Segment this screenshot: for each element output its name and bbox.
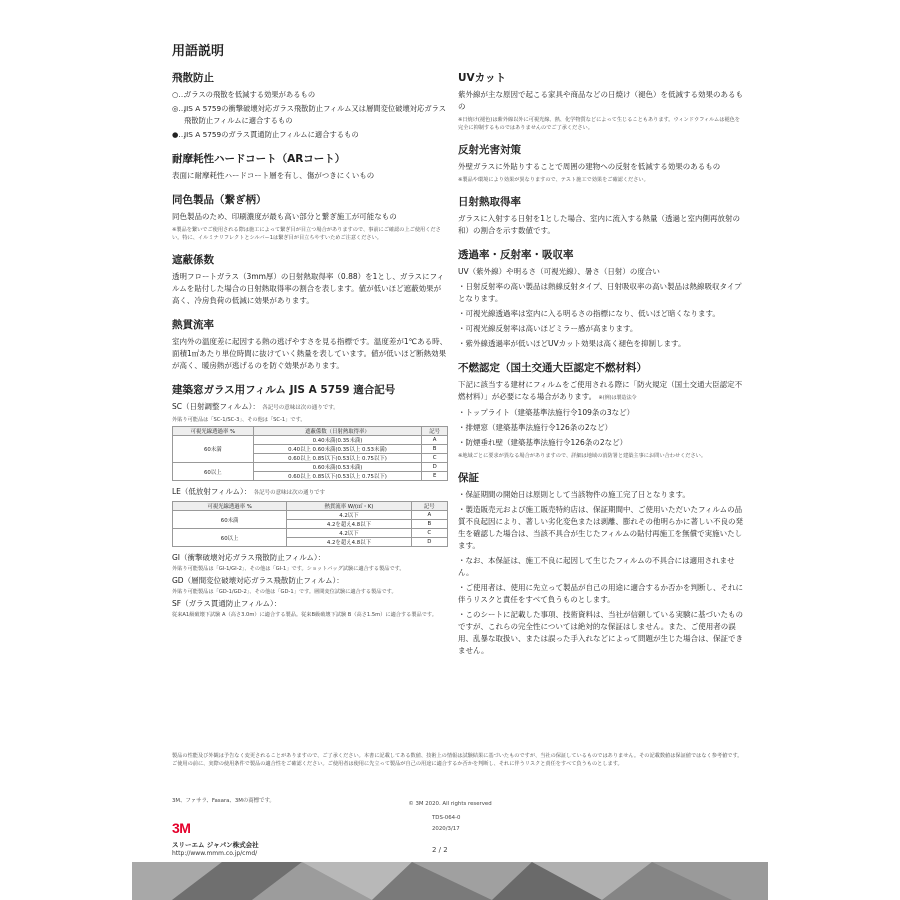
filled-circle-symbol: ●… [172,130,186,139]
section-heading: 透過率・反射率・吸収率 [458,249,574,261]
table-cell: D [411,538,447,547]
table-cell: 0.60未満(0.53未満) [253,463,422,472]
footer-disclaimer: 製品の性能及び外観は予告なく変更されることがありますので、ご了承ください。本書に記載してある数値、技術上の情報は試験結果に基づいたものですが、当社の保証しているものではありません。その記載数値は保証値ではなく参考値です。ご使用の前に、実際の使用条件で製品の適合性をご確認ください。ご使用者は使用に先立って製品が自己の用途に適合するか否かを判断し、それに伴うリスクと責任をすべて負うものとします。 [172,753,743,767]
list-item: ・このシートに記載した事項、技術資料は、当社が信頼している実験に基づいたものですが、これらの完全性については絶対的な保証はしません。また、ご使用者の誤用、乱暴な取扱い、または誤った手入れなどによって問題が生じた場合は、保証できません。 [458,610,743,655]
scatter-item-text: ガラスの飛散を低減する効果があるもの [184,90,316,99]
section-transmittance [458,247,744,350]
le-label: LE（低放射フィルム）： 各記号の意味は次の通りです [172,487,326,496]
list-item: ・日射反射率の高い製品は熱線反射タイプ、日射吸収率の高い製品は熱線吸収タイプとなります。 [458,282,742,303]
table-cell: 60未満 [173,511,287,529]
table-cell: B [411,520,447,529]
section-shading [172,252,448,307]
scatter-item [172,103,448,127]
section-warranty [458,470,744,657]
table-cell: 4.2を超え4.8以下 [287,520,411,529]
table-cell: A [422,436,448,445]
company-url[interactable]: http://www.mmm.co.jp/cmd/ [172,850,258,857]
gd-label: GD（層間変位破壊対応ガラス飛散防止フィルム）： [172,576,344,585]
table-header: 可視光線透過率 % [173,427,254,436]
section-jis [172,382,448,618]
section-text: 表面に耐摩耗性ハードコート層を有し、傷がつきにくいもの [172,171,375,180]
right-column [458,70,744,667]
sf-label: SF（ガラス貫通防止フィルム）： [172,599,282,608]
table-cell: D [422,463,448,472]
section-text: 紫外線が主な原因で起こる家具や商品などの日焼け（褪色）を低減する効果のあるもの [458,90,743,111]
list-item: ・排煙窓（建築基準法施行令126条の2など） [458,423,613,432]
left-column [172,70,448,628]
table-header: 熱貫流率 W/(㎡・K) [287,502,411,511]
section-heading: 耐摩耗性ハードコート（ARコート） [172,153,346,165]
section-note: ※日焼け(褪色)は紫外線以外に可視光線、熱、化学物質などによって生じることもあります。ウィンドウフィルムは褪色を完全に抑制するものではありませんのでご了承ください。 [458,117,740,131]
table-header: 可視光線透過率 % [173,502,287,511]
company-name: スリーエム ジャパン株式会社 [172,841,259,849]
section-text: ガラスに入射する日射を1とした場合、室内に流入する熱量（透過と室内側再放射の和）の割合を示す数値です。 [458,214,741,235]
list-item: ・トップライト（建築基準法施行令109条の3など） [458,408,635,417]
circle-symbol: ○… [172,90,186,99]
document-date: 2020/3/17 [432,826,460,832]
table-cell: 60未満 [173,436,254,463]
section-scatter [172,70,448,141]
table-cell: A [411,511,447,520]
le-table [172,501,448,547]
scatter-item [172,129,448,141]
sc-note: 外貼り可能品は「SC-1/SC-3」、その他は「SC-1」です。 [172,417,306,423]
table-row [173,436,448,445]
table-cell: 4.2以下 [287,511,411,520]
table-header: 遮蔽係数（日射熱取得率） [253,427,422,436]
list-item: ・なお、本保証は、施工不良に起因して生じたフィルムの不具合には適用されません。 [458,556,735,577]
list-item: ・製造販売元および施工販売特約店は、保証期間中、ご使用いただいたフィルムの品質不良起因により、著しい劣化変色または剥離、膨れその他明らかに著しい不良の発生を確認した場合は、当該不具合が生じたフィルムの貼付再施工を無償で実施いたします。 [458,505,743,550]
section-heading: 不燃認定（国土交通大臣認定不燃材料） [458,362,647,374]
sf-note: 従来A1級破壊下試験 A（高さ3.0m）に適合する製品。従来B級破壊下試験 B（高さ1.5m）に適合する製品です。 [172,612,437,618]
section-note: ※製品を繋いでご使用される際は施工によって繋ぎ目が目立つ場合がありますので、事前にご確認の上ご使用ください。特に、イルミナリフレクトとシルバー1は繋ぎ目が目立ちやすいためご注意ください。 [172,227,441,241]
table-cell: 0.40未満(0.35未満) [253,436,422,445]
list-item: ・紫外線透過率が低いほどUVカット効果は高く褪色を抑制します。 [458,339,686,348]
section-heading: UVカット [458,72,507,84]
list-item: ・防煙垂れ壁（建築基準法施行令126条の2など） [458,438,628,447]
sc-table [172,426,448,481]
scatter-item-text: JIS A 5759のガラス貫通防止フィルムに適合するもの [184,130,359,139]
list-item: ・可視光線反射率は高いほどミラー感が高まります。 [458,324,638,333]
table-header: 記号 [411,502,447,511]
table-cell: C [422,454,448,463]
section-text: 室内外の温度差に起因する熱の逃げやすさを見る指標です。温度差が1℃ある時、面積1㎡あたり単位時間に抜けていく熱量を表しています。値が低いほど断熱効果が高く、暖房熱が逃げるのを防ぐ効果があります。 [172,337,448,370]
page-title: 用語説明 [172,44,225,59]
section-text: 下記に該当する建材にフィルムをご使用される際に「防火規定（国土交通大臣認定不燃材料）」が必要になる場合があります。 ※(例)は製造法令 [458,380,743,401]
section-heading: 遮蔽係数 [172,254,214,266]
scatter-item-text: JIS A 5759の衝撃破壊対応ガラス飛散防止フィルム又は層間変位破壊対応ガラス飛散防止フィルムに適合するもの [184,104,447,125]
3m-logo: 3M [172,820,191,836]
document-number: TDS-064-0 [432,815,461,821]
section-same-color [172,192,448,242]
trademark-note: 3M、ファサラ、Fasara、3Mの商標です。 [172,798,275,804]
section-text: 同色製品のため、印刷濃度が最も高い部分と繋ぎ施工が可能なもの [172,212,397,221]
table-cell: 4.2を超え4.8以下 [287,538,411,547]
section-heading: 保証 [458,472,479,484]
section-text: 外壁ガラスに外貼りすることで周囲の建物への反射を低減する効果のあるもの [458,162,721,171]
table-cell: 0.60以上 0.85以下(0.53以上 0.75以下) [253,472,422,481]
gd-note: 外貼り可能製品は「GD-1/GD-2」、その他は「GD-1」です。層間変位試験に適合する製品です。 [172,589,397,595]
gi-note: 外貼り可能製品は「GI-1/GI-2」、その他は「GI-1」です。ショットバッグ試験に適合する製品です。 [172,566,405,572]
copyright: © 3M 2020. All rights reserved [408,801,492,807]
document-page [132,0,768,900]
double-circle-symbol: ◎… [172,104,186,113]
section-note: ※製品や環境により効果が異なりますので、テスト施工で効果をご確認ください。 [458,177,649,183]
section-uv-cut [458,70,744,132]
table-row [173,511,448,520]
gi-label: GI（衝撃破壊対応ガラス飛散防止フィルム）： [172,553,326,562]
table-row [173,529,448,538]
page-number: 2 / 2 [432,846,448,854]
section-text: 透明フロートガラス（3mm厚）の日射熱取得率（0.88）を1とし、ガラスにフィルムを貼付した場合の日射熱取得率の割合を表します。値が低いほど遮蔽効果が高く、冷房負荷の低減に効果があります。 [172,272,445,305]
section-u-value [172,317,448,372]
sc-label: SC（日射調整フィルム）： 各記号の意味は次の通りです。 [172,402,339,411]
list-item: ・保証期間の開始日は原則として当該物件の施工完了日となります。 [458,490,690,499]
section-text: UV（紫外線）や明るさ（可視光線）、暑さ（日射）の度合い [458,267,660,276]
section-fireproof [458,360,744,460]
table-cell: 4.2以下 [287,529,411,538]
list-item: ・ご使用者は、使用に先立って製品が自己の用途に適合するか否かを判断し、それに伴うリスクと責任をすべて負うものとします。 [458,583,743,604]
section-heading: 日射熱取得率 [458,196,521,208]
list-item: ・可視光線透過率は室内に入る明るさの指標になり、低いほど暗くなります。 [458,309,720,318]
scatter-item [172,89,448,101]
section-heading: 反射光害対策 [458,144,521,156]
decorative-glass-band [132,862,768,900]
section-heading: 飛散防止 [172,72,214,84]
section-heading: 建築窓ガラス用フィルム JIS A 5759 適合記号 [172,384,396,396]
section-reflection [458,142,744,184]
table-cell: 60以上 [173,529,287,547]
section-note: ※地域ごとに要求が異なる場合がありますので、詳細は地域の消防署と建築主事にお問い合わせください。 [458,453,707,459]
table-cell: B [422,445,448,454]
table-row [173,463,448,472]
section-heading: 同色製品（繋ぎ柄） [172,194,267,206]
table-cell: 0.40以上 0.60未満(0.35以上 0.53未満) [253,445,422,454]
section-shgc [458,194,744,237]
table-cell: 0.60以上 0.85以下(0.53以上 0.75以下) [253,454,422,463]
table-cell: C [411,529,447,538]
section-heading: 熱貫流率 [172,319,214,331]
table-cell: 60以上 [173,463,254,481]
table-header: 記号 [422,427,448,436]
table-cell: E [422,472,448,481]
section-ar-coat [172,151,448,182]
